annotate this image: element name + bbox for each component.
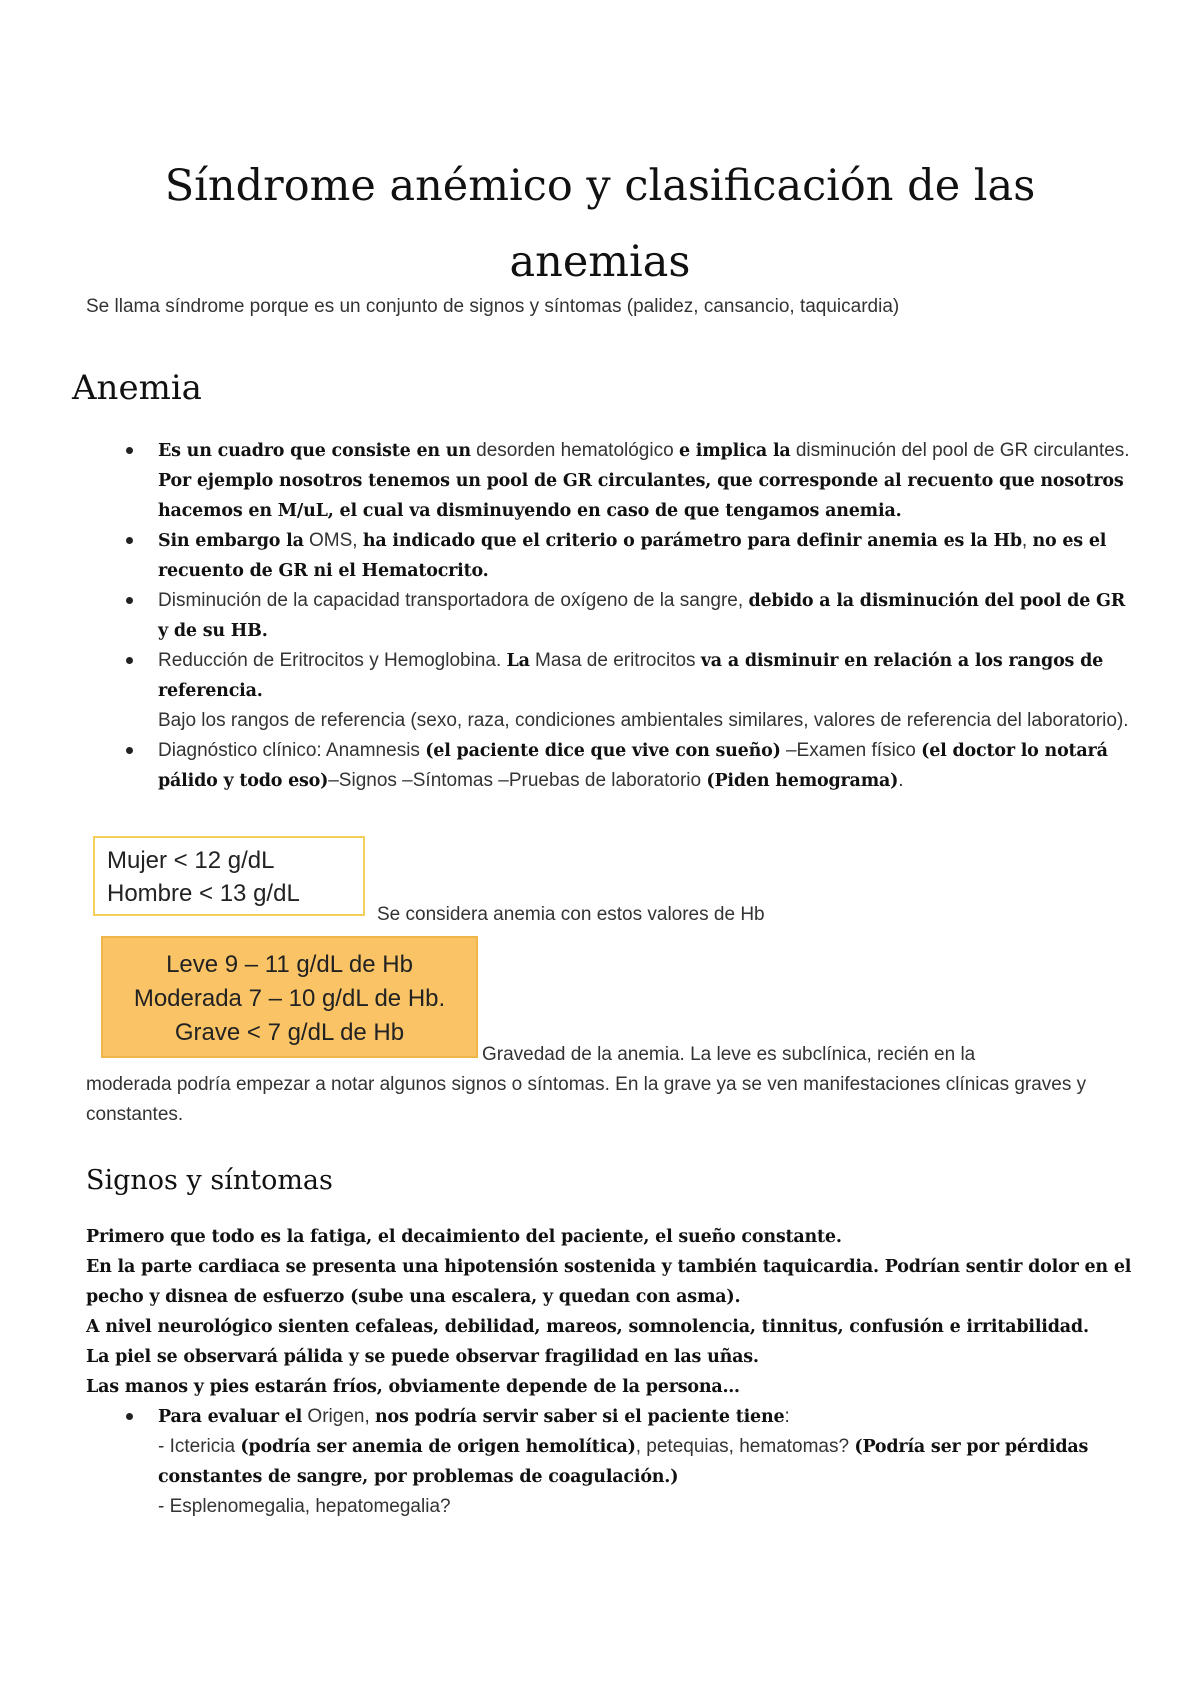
severity-mild: Leve 9 – 11 g/dL de Hb	[166, 951, 413, 978]
signos-line: Las manos y pies estarán fríos, obviamente depende de la persona…	[86, 1377, 740, 1397]
bullet-icon	[126, 1413, 133, 1420]
severity-moderate: Moderada 7 – 10 g/dL de Hb.	[133, 985, 446, 1012]
section-heading-signos: Signos y síntomas	[86, 1165, 333, 1196]
intro-paragraph: Se llama síndrome porque es un conjunto de signos y síntomas (palidez, cansancio, taquicardia)	[86, 296, 900, 317]
list-item: Es un cuadro que consiste en un desorden hematológico e implica la disminución del pool de GR circulantes. Por ejemplo nosotros tenemos un pool de GR circulantes, que corresponde al recuento que nosotros hacemos en M/uL, el cual va disminuyendo en caso de que tengamos anemia.	[120, 436, 1140, 526]
title-line-1: Síndrome anémico y clasificación de las	[164, 161, 1036, 211]
list-item: Disminución de la capacidad transportadora de oxígeno de la sangre, debido a la disminución del pool de GR y de su HB.	[120, 586, 1140, 646]
threshold-caption: Se considera anemia con estos valores de Hb	[377, 904, 765, 925]
signos-line: La piel se observará pálida y se puede observar fragilidad en las uñas.	[86, 1347, 759, 1367]
bullet-icon	[126, 597, 133, 604]
signos-line: A nivel neurológico sienten cefaleas, debilidad, mareos, somnolencia, tinnitus, confusión e irritabilidad.	[86, 1317, 1089, 1337]
document-title	[0, 148, 1200, 300]
bullet-icon	[126, 447, 133, 454]
threshold-men: Hombre < 13 g/dL	[107, 880, 300, 907]
list-item: Sin embargo la OMS, ha indicado que el criterio o parámetro para definir anemia es la Hb, no es el recuento de GR ni el Hematocrito.	[120, 526, 1140, 586]
title-line-2: anemias	[509, 237, 691, 287]
bullet-icon	[126, 537, 133, 544]
signos-paragraph	[86, 1222, 1136, 1402]
list-item: Diagnóstico clínico: Anamnesis (el paciente dice que vive con sueño) –Examen físico (el doctor lo notará pálido y todo eso)–Signos –Síntomas –Pruebas de laboratorio (Piden hemograma).	[120, 736, 1140, 796]
severity-severe: Grave < 7 g/dL de Hb	[174, 1019, 405, 1046]
signos-line: En la parte cardiaca se presenta una hipotensión sostenida y también taquicardia. Podrían sentir dolor en el pecho y disnea de esfuerzo (sube una escalera, y quedan con asma).	[86, 1257, 1132, 1307]
signos-line: Primero que todo es la fatiga, el decaimiento del paciente, el sueño constante.	[86, 1227, 842, 1247]
anemia-bullet-list	[120, 436, 1140, 796]
list-item: Para evaluar el Origen, nos podría servir saber si el paciente tiene: - Ictericia (podría ser anemia de origen hemolítica), petequias, hematomas? (Podría ser por pérdidas constantes de sangre, por problemas de coagulación.) - Esplenomegalia, hepatomegalia?	[120, 1402, 1140, 1522]
bullet-icon	[126, 657, 133, 664]
hb-threshold-box	[93, 836, 365, 916]
section-heading-anemia: Anemia	[72, 368, 202, 408]
threshold-women: Mujer < 12 g/dL	[107, 847, 275, 874]
severity-caption: Gravedad de la anemia. La leve es subclínica, recién en la moderada podría empezar a notar algunos signos o síntomas. En la grave ya se ven manifestaciones clínicas graves y constantes.	[86, 1044, 1087, 1125]
origin-bullet-list	[120, 1402, 1140, 1522]
list-item: Reducción de Eritrocitos y Hemoglobina. La Masa de eritrocitos va a disminuir en relación a los rangos de referencia. Bajo los rangos de referencia (sexo, raza, condiciones ambientales similares, valores de referencia del laboratorio).	[120, 646, 1140, 736]
bullet-icon	[126, 747, 133, 754]
